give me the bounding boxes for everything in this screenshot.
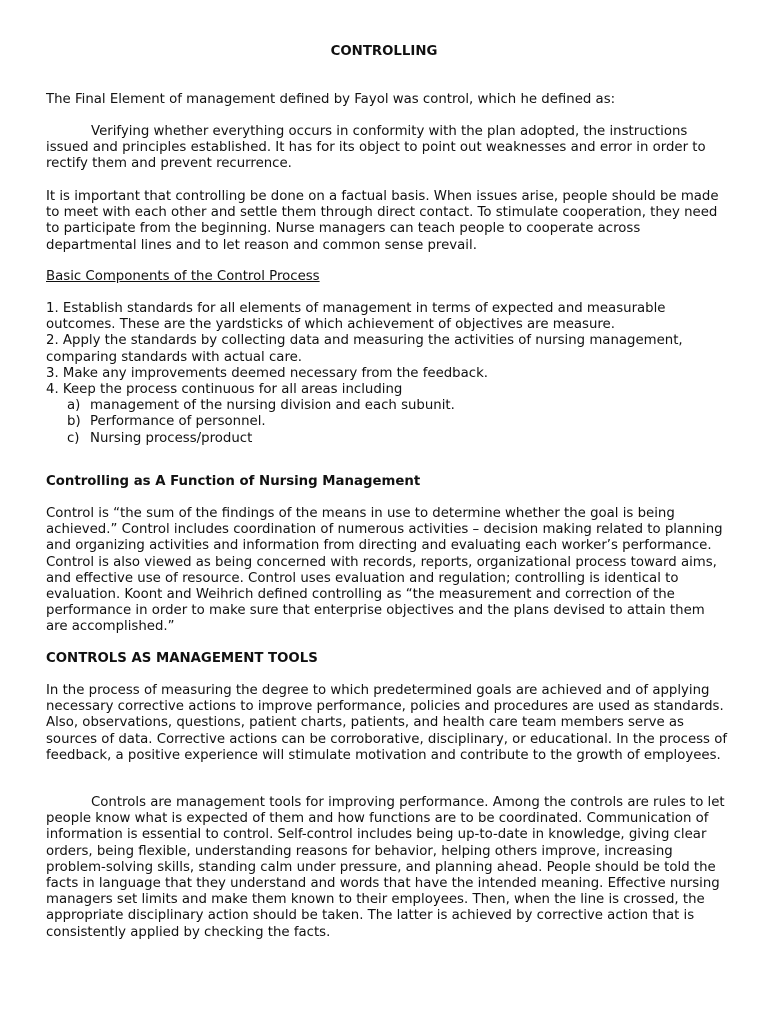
- tools-heading: CONTROLS AS MANAGEMENT TOOLS: [46, 651, 318, 666]
- function-heading: Controlling as A Function of Nursing Management: [46, 474, 421, 489]
- substep-text: management of the nursing division and each subunit.: [90, 398, 455, 414]
- tools-paragraph-2: Controls are management tools for improving performance. Among the controls are rules to let people know what is expected of them and how functions are to be coordinated. Communication of information is essential to control. Self-control includes being up-to-date in knowledge, giving clear orders, being flexible, understanding reasons for behavior, helping others improve, increasing problem-solving skills, standing calm under pressure, and planning ahead. People should be told the facts in language that they understand and words that have the intended meaning. Effective nursing managers set limits and make them known to their employees. Then, when the line is crossed, the appropriate disciplinary action should be taken. The latter is achieved by corrective action that is consistently applied by checking the facts.: [46, 795, 725, 940]
- function-paragraph: Control is “the sum of the findings of the means in use to determine whether the goal is being achieved.” Control includes coordination of numerous activities – decision making related to planning and organizing activities and information from directing and evaluating each worker’s performance. Control is also viewed as being concerned with records, reports, organizational process toward aims, and effective use of resource. Control uses evaluation and regulation; controlling is identical to evaluation. Koont and Weihrich defined controlling as “the measurement and correction of the performance in order to make sure that enterprise objectives and the plans devised to attain them are accomplished.”: [46, 506, 723, 635]
- substep-marker: b): [67, 414, 81, 430]
- substep-marker: a): [67, 398, 81, 414]
- basic-components-heading: Basic Components of the Control Process: [46, 269, 320, 284]
- fayol-quote: Verifying whether everything occurs in conformity with the plan adopted, the instructions issued and principles established. It has for its object to point out weaknesses and error in order to rectify them and prevent recurrence.: [46, 124, 706, 172]
- step-1: 1. Establish standards for all elements of management in terms of expected and measurable outcomes. These are the yardsticks of which achievement of objectives are measure.: [46, 301, 666, 333]
- step-2: 2. Apply the standards by collecting data and measuring the activities of nursing management, comparing standards with actual care.: [46, 333, 683, 365]
- substep-marker: c): [67, 430, 80, 446]
- factual-basis-paragraph: It is important that controlling be done on a factual basis. When issues arise, people should be made to meet with each other and settle them through direct contact. To stimulate cooperation, they need to participate from the beginning. Nurse managers can teach people to cooperate across departmental lines and to let reason and common sense prevail.: [46, 189, 719, 253]
- substep-b: [46, 414, 728, 430]
- substep-a: [46, 398, 728, 414]
- substep-c: [46, 431, 728, 447]
- control-process-steps: [46, 301, 728, 447]
- step-4: 4. Keep the process continuous for all areas including: [46, 382, 403, 398]
- substep-text: Nursing process/product: [90, 430, 253, 446]
- step-3: 3. Make any improvements deemed necessary from the feedback.: [46, 365, 489, 381]
- intro-paragraph: The Final Element of management defined by Fayol was control, which he defined as:: [46, 92, 616, 107]
- document-title: CONTROLLING: [330, 44, 438, 59]
- tools-paragraph-1: In the process of measuring the degree to which predetermined goals are achieved and of applying necessary corrective actions to improve performance, policies and procedures are used as standards. Also, observations, questions, patient charts, patients, and health care team members serve as sources of data. Corrective actions can be corroborative, disciplinary, or educational. In the process of feedback, a positive experience will stimulate motivation and contribute to the growth of employees.: [46, 683, 728, 763]
- substep-text: Performance of personnel.: [90, 414, 266, 430]
